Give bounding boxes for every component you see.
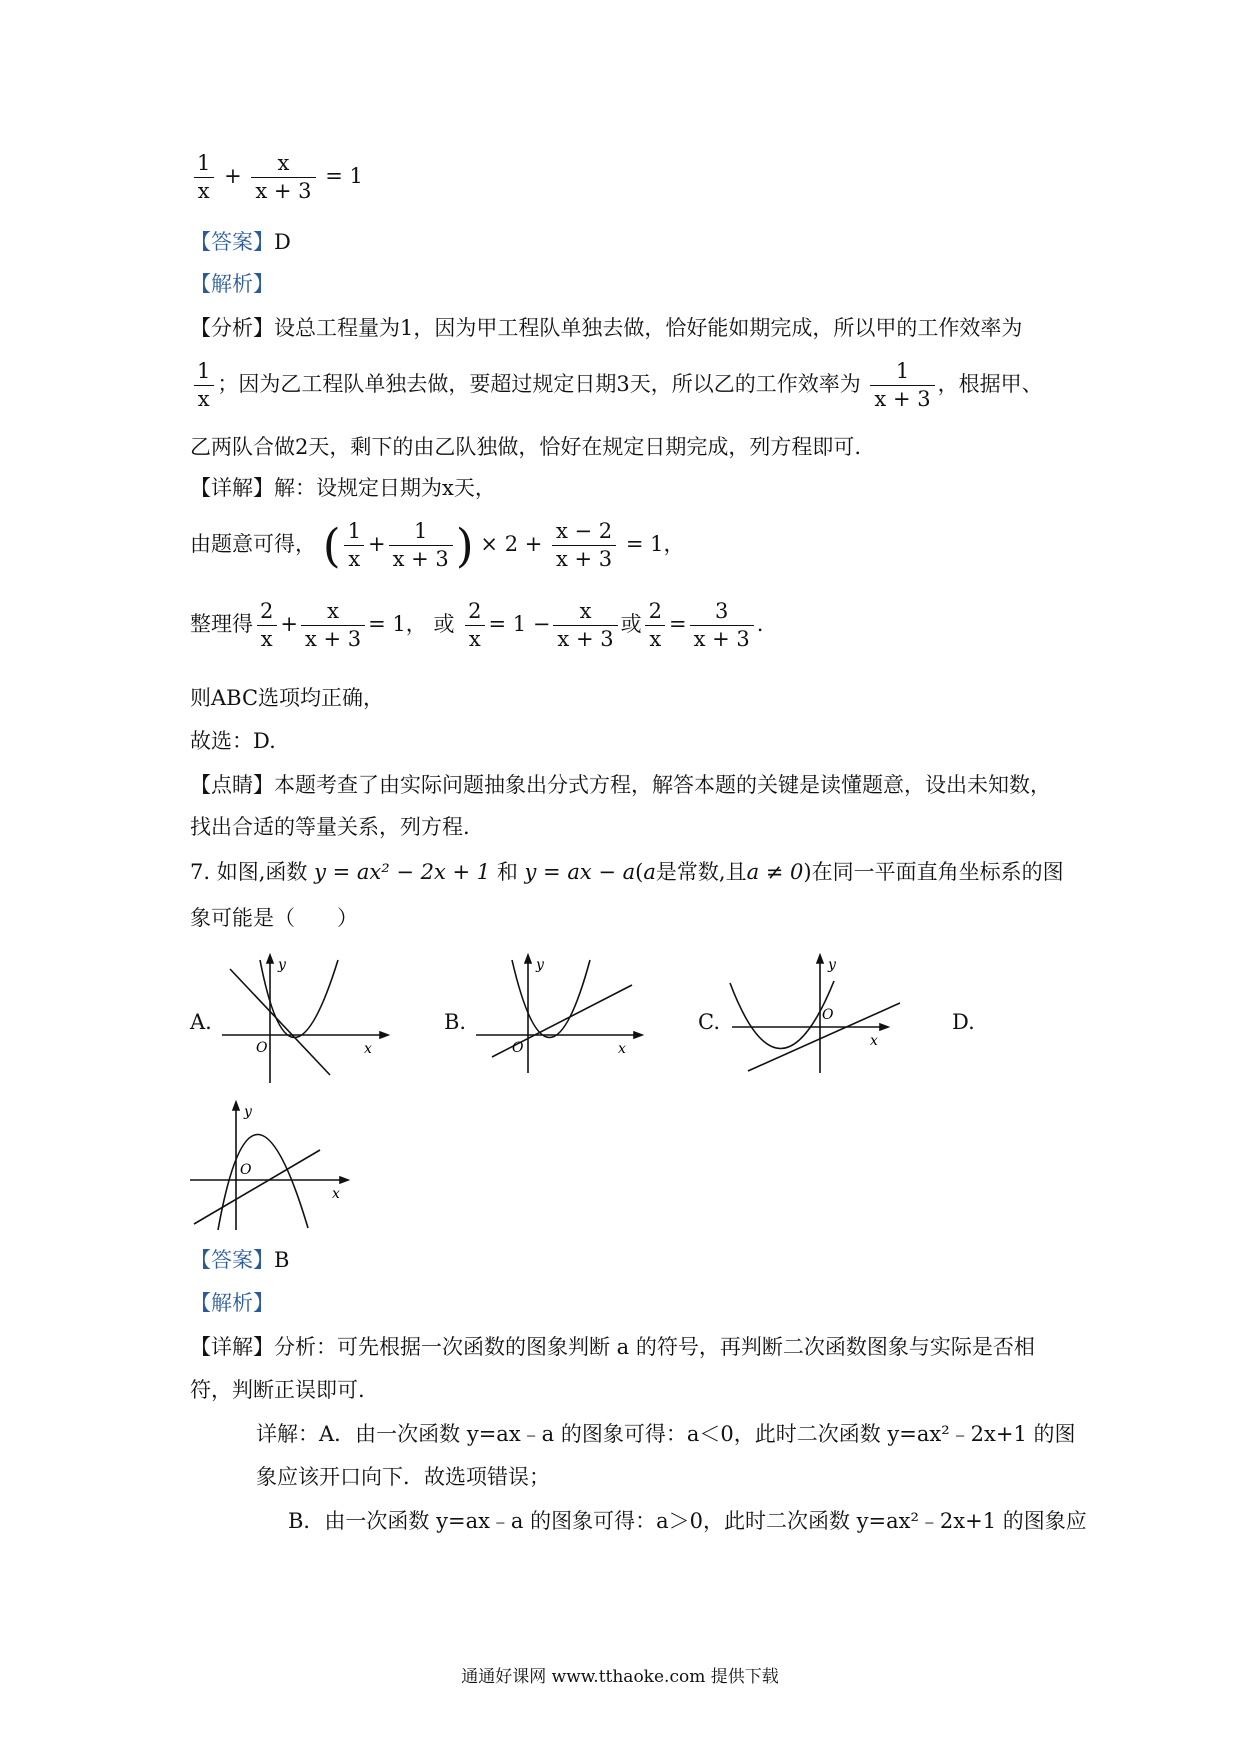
- fraction: $\frac{x - 2}{x + 3}$: [552, 520, 616, 571]
- detail-line-5: 故选：D.: [190, 729, 276, 753]
- x-axis-arrow: [340, 1177, 348, 1183]
- x-axis-arrow: [880, 1024, 888, 1030]
- fraction: $\frac{x}{x + 3}$: [251, 152, 315, 203]
- fenxi-line-1: 【分析】设总工程量为1，因为甲工程队单独去做，恰好能如期完成，所以甲的工作效率为: [190, 316, 1023, 340]
- x-label: x: [870, 1033, 878, 1049]
- graph-a: [218, 955, 388, 1085]
- origin-label: O: [512, 1040, 524, 1056]
- fraction: $\frac{x}{x + 3}$: [553, 600, 617, 651]
- fraction: $\frac{1}{x + 3}$: [870, 360, 934, 411]
- x-label: x: [618, 1041, 626, 1057]
- fenxi-line-3: 乙两队合做2天，剩下的由乙队独做，恰好在规定日期完成，列方程即可.: [190, 435, 862, 459]
- detail-line-1: 【详解】解：设规定日期为x天，: [190, 476, 496, 500]
- fraction: $\frac{1}{x}$: [193, 360, 214, 411]
- parabola: [218, 1134, 308, 1230]
- graph-c: [728, 955, 908, 1085]
- option-a-label: A.: [190, 1010, 212, 1034]
- fraction: $\frac{3}{x + 3}$: [690, 600, 754, 651]
- y-axis-arrow: [267, 955, 273, 963]
- detail-line-3: 整理得 $\frac{2}{x}$ + $\frac{x}{x + 3}$ = 1， 或 $\frac{2}{x}$ = 1 − $\frac{x}{x + 3}$ 或 $\frac{2}{x}$ = $\frac{3}{x + 3}$ .: [190, 599, 764, 652]
- detail-line-2: 由题意可得， ( $\frac{1}{x}$ + $\frac{1}{x + 3}$ ) × 2 + $\frac{x - 2}{x + 3}$ = 1，: [190, 518, 685, 573]
- option-d-label: D.: [952, 1010, 975, 1034]
- q7-stem-line-1: 7. 如图,函数 y = ax² − 2x + 1 和 y = ax − a(a是常数,且a ≠ 0)在同一平面直角坐标系的图: [190, 860, 1064, 884]
- dianjing-line-2: 找出合适的等量关系，列方程.: [190, 815, 470, 839]
- fraction: $\frac{2}{x}$: [464, 600, 485, 651]
- answer-value: D: [274, 230, 291, 254]
- q7-analysis-heading: 【解析】: [190, 1291, 274, 1315]
- y-axis-arrow: [817, 955, 823, 963]
- origin-label: O: [822, 1007, 834, 1023]
- parabola: [260, 960, 338, 1038]
- q7-detail-line-4: 象应该开口向下．故选项错误；: [256, 1465, 550, 1489]
- line: [230, 969, 330, 1075]
- option-c-label: C.: [698, 1010, 720, 1034]
- option-b-label: B.: [444, 1010, 467, 1034]
- q7-detail-line-2: 符，判断正误即可.: [190, 1378, 365, 1402]
- fraction: $\frac{1}{x}$: [193, 152, 214, 203]
- y-label: y: [278, 957, 286, 973]
- x-axis-arrow: [634, 1032, 642, 1038]
- parabola: [730, 981, 834, 1049]
- q7-detail-line-3: 详解：A．由一次函数 y=ax﹣a 的图象可得：a＜0，此时二次函数 y=ax²﹣2x+1 的图: [256, 1422, 1076, 1446]
- y-axis-arrow: [233, 1102, 239, 1110]
- fraction: $\frac{2}{x}$: [256, 600, 277, 651]
- dianjing-line-1: 【点睛】本题考查了由实际问题抽象出分式方程，解答本题的关键是读懂题意，设出未知数，: [190, 773, 1051, 797]
- q7-detail-line-1: 【详解】分析：可先根据一次函数的图象判断 a 的符号，再判断二次函数图象与实际是否相: [190, 1335, 1035, 1359]
- fenxi-line-2: $\frac{1}{x}$ ；因为乙工程队单独去做，要超过规定日期3天，所以乙的工作效率为 $\frac{1}{x + 3}$ ，根据甲、: [190, 360, 1043, 411]
- answer-line: [190, 232, 291, 253]
- page-footer: 通通好课网 www.tthaoke.com 提供下载: [461, 1667, 779, 1687]
- y-label: y: [536, 957, 544, 973]
- q7-stem-line-2: 象可能是（ ）: [190, 906, 358, 930]
- fraction: $\frac{x}{x + 3}$: [301, 600, 365, 651]
- fraction: $\frac{1}{x + 3}$: [389, 520, 453, 571]
- graph-d: [190, 1100, 360, 1230]
- answer-tag: 【答案】: [190, 230, 274, 254]
- x-label: x: [332, 1186, 340, 1202]
- graph-b: [472, 955, 642, 1085]
- line: [194, 1150, 320, 1224]
- q7-detail-line-5: B．由一次函数 y=ax﹣a 的图象可得：a＞0，此时二次函数 y=ax²﹣2x+1 的图象应: [288, 1509, 1087, 1533]
- option-d-equation: $\frac{1}{x}$ + $\frac{x}{x + 3}$ = 1: [190, 152, 363, 203]
- y-axis-arrow: [525, 955, 531, 963]
- x-label: x: [364, 1041, 372, 1057]
- origin-label: O: [256, 1040, 268, 1056]
- detail-line-4: 则ABC选项均正确，: [190, 686, 385, 710]
- origin-label: O: [240, 1162, 252, 1178]
- x-axis-arrow: [380, 1032, 388, 1038]
- analysis-heading: 【解析】: [190, 272, 274, 296]
- fraction: $\frac{2}{x}$: [645, 600, 666, 651]
- y-label: y: [244, 1104, 252, 1120]
- fraction: $\frac{1}{x}$: [344, 520, 365, 571]
- y-label: y: [828, 957, 836, 973]
- q7-answer-line: 【答案】B: [190, 1248, 290, 1272]
